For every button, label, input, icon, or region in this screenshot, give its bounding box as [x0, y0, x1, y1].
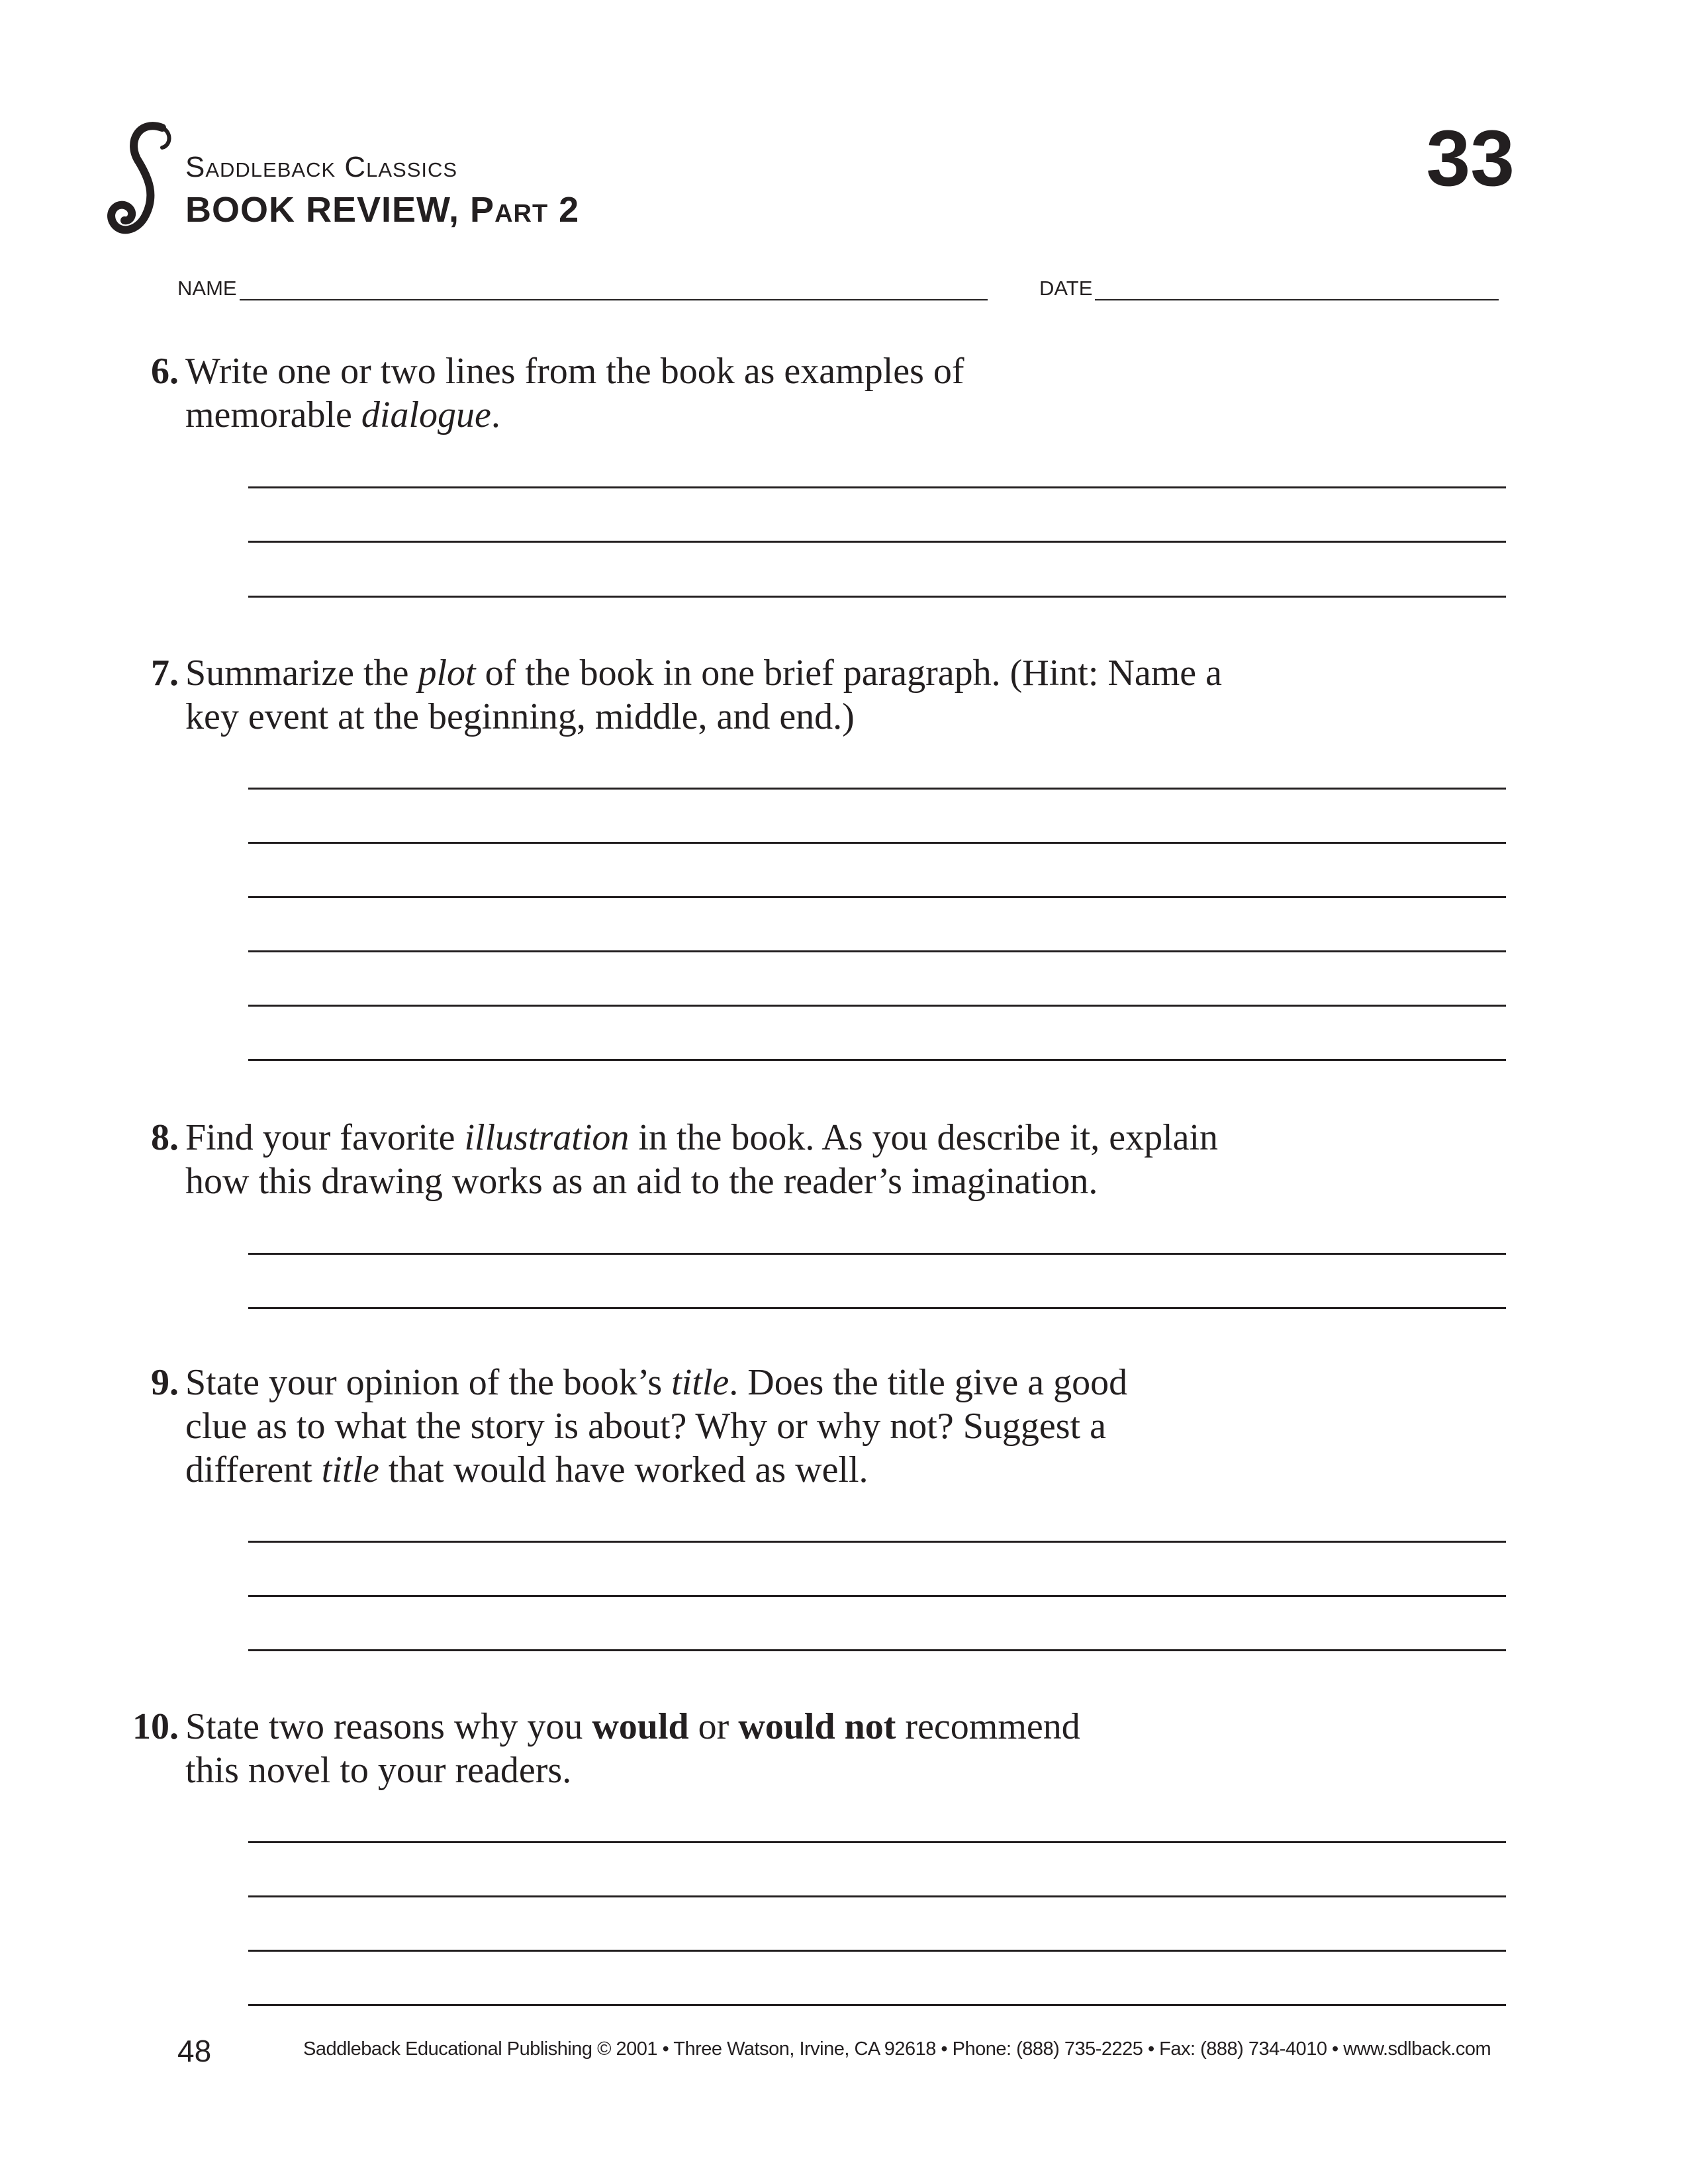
- question-text: how this drawing works as an aid to the reader’s imagination.: [185, 1161, 1098, 1202]
- answer-line[interactable]: [248, 950, 1506, 952]
- page-title: BOOK REVIEW, Part 2: [185, 190, 580, 230]
- question-text: State your opinion of the book’s title. Does the title give a good: [185, 1362, 1128, 1403]
- question-text: Summarize the plot of the book in one brief paragraph. (Hint: Name a: [185, 653, 1222, 694]
- answer-line[interactable]: [248, 596, 1506, 598]
- question-text: memorable dialogue.: [185, 394, 500, 435]
- name-field[interactable]: [177, 277, 988, 300]
- answer-line[interactable]: [248, 842, 1506, 844]
- answer-line[interactable]: [248, 1253, 1506, 1255]
- answer-line[interactable]: [248, 2004, 1506, 2006]
- question-text: Find your favorite illustration in the book. As you describe it, explain: [185, 1117, 1219, 1158]
- question-8: [151, 1116, 1509, 1203]
- question-text: this novel to your readers.: [185, 1750, 572, 1791]
- publisher-footer: Saddleback Educational Publishing © 2001 • Three Watson, Irvine, CA 92618 • Phone: (888) 735-2225 • Fax: (888) 734-4010 • www.sdlback.com: [303, 2038, 1491, 2060]
- date-field[interactable]: [1039, 277, 1499, 300]
- activity-number: 33: [1426, 114, 1515, 203]
- answer-line[interactable]: [248, 788, 1506, 790]
- name-label: NAME: [177, 277, 237, 300]
- answer-line[interactable]: [248, 541, 1506, 543]
- answer-line[interactable]: [248, 1950, 1506, 1952]
- answer-line[interactable]: [248, 1595, 1506, 1597]
- question-text: clue as to what the story is about? Why or why not? Suggest a: [185, 1406, 1106, 1447]
- question-number: 10.: [132, 1706, 179, 1747]
- question-text: key event at the beginning, middle, and end.): [185, 696, 855, 737]
- question-text: different title that would have worked as well.: [185, 1449, 868, 1490]
- page-number: 48: [177, 2034, 212, 2068]
- question-7: [151, 651, 1509, 739]
- answer-line[interactable]: [248, 486, 1506, 488]
- date-line[interactable]: [1095, 279, 1499, 300]
- question-text: State two reasons why you would or would not recommend: [185, 1706, 1080, 1747]
- saddleback-logo-icon: [99, 116, 185, 248]
- answer-line[interactable]: [248, 1541, 1506, 1543]
- question-10: [132, 1705, 1509, 1792]
- question-number: 8.: [151, 1117, 179, 1158]
- answer-line[interactable]: [248, 1059, 1506, 1061]
- date-label: DATE: [1039, 277, 1093, 300]
- series-name: Saddleback Classics: [185, 151, 458, 183]
- question-9: [151, 1361, 1509, 1492]
- answer-line[interactable]: [248, 1841, 1506, 1843]
- question-number: 7.: [151, 653, 179, 694]
- answer-line[interactable]: [248, 1005, 1506, 1007]
- name-line[interactable]: [240, 279, 988, 300]
- answer-line[interactable]: [248, 1895, 1506, 1897]
- question-number: 9.: [151, 1362, 179, 1403]
- question-number: 6.: [151, 351, 179, 392]
- question-text: Write one or two lines from the book as examples of: [185, 351, 964, 392]
- question-6: [151, 349, 1509, 437]
- answer-line[interactable]: [248, 1307, 1506, 1309]
- answer-line[interactable]: [248, 1649, 1506, 1651]
- answer-line[interactable]: [248, 896, 1506, 898]
